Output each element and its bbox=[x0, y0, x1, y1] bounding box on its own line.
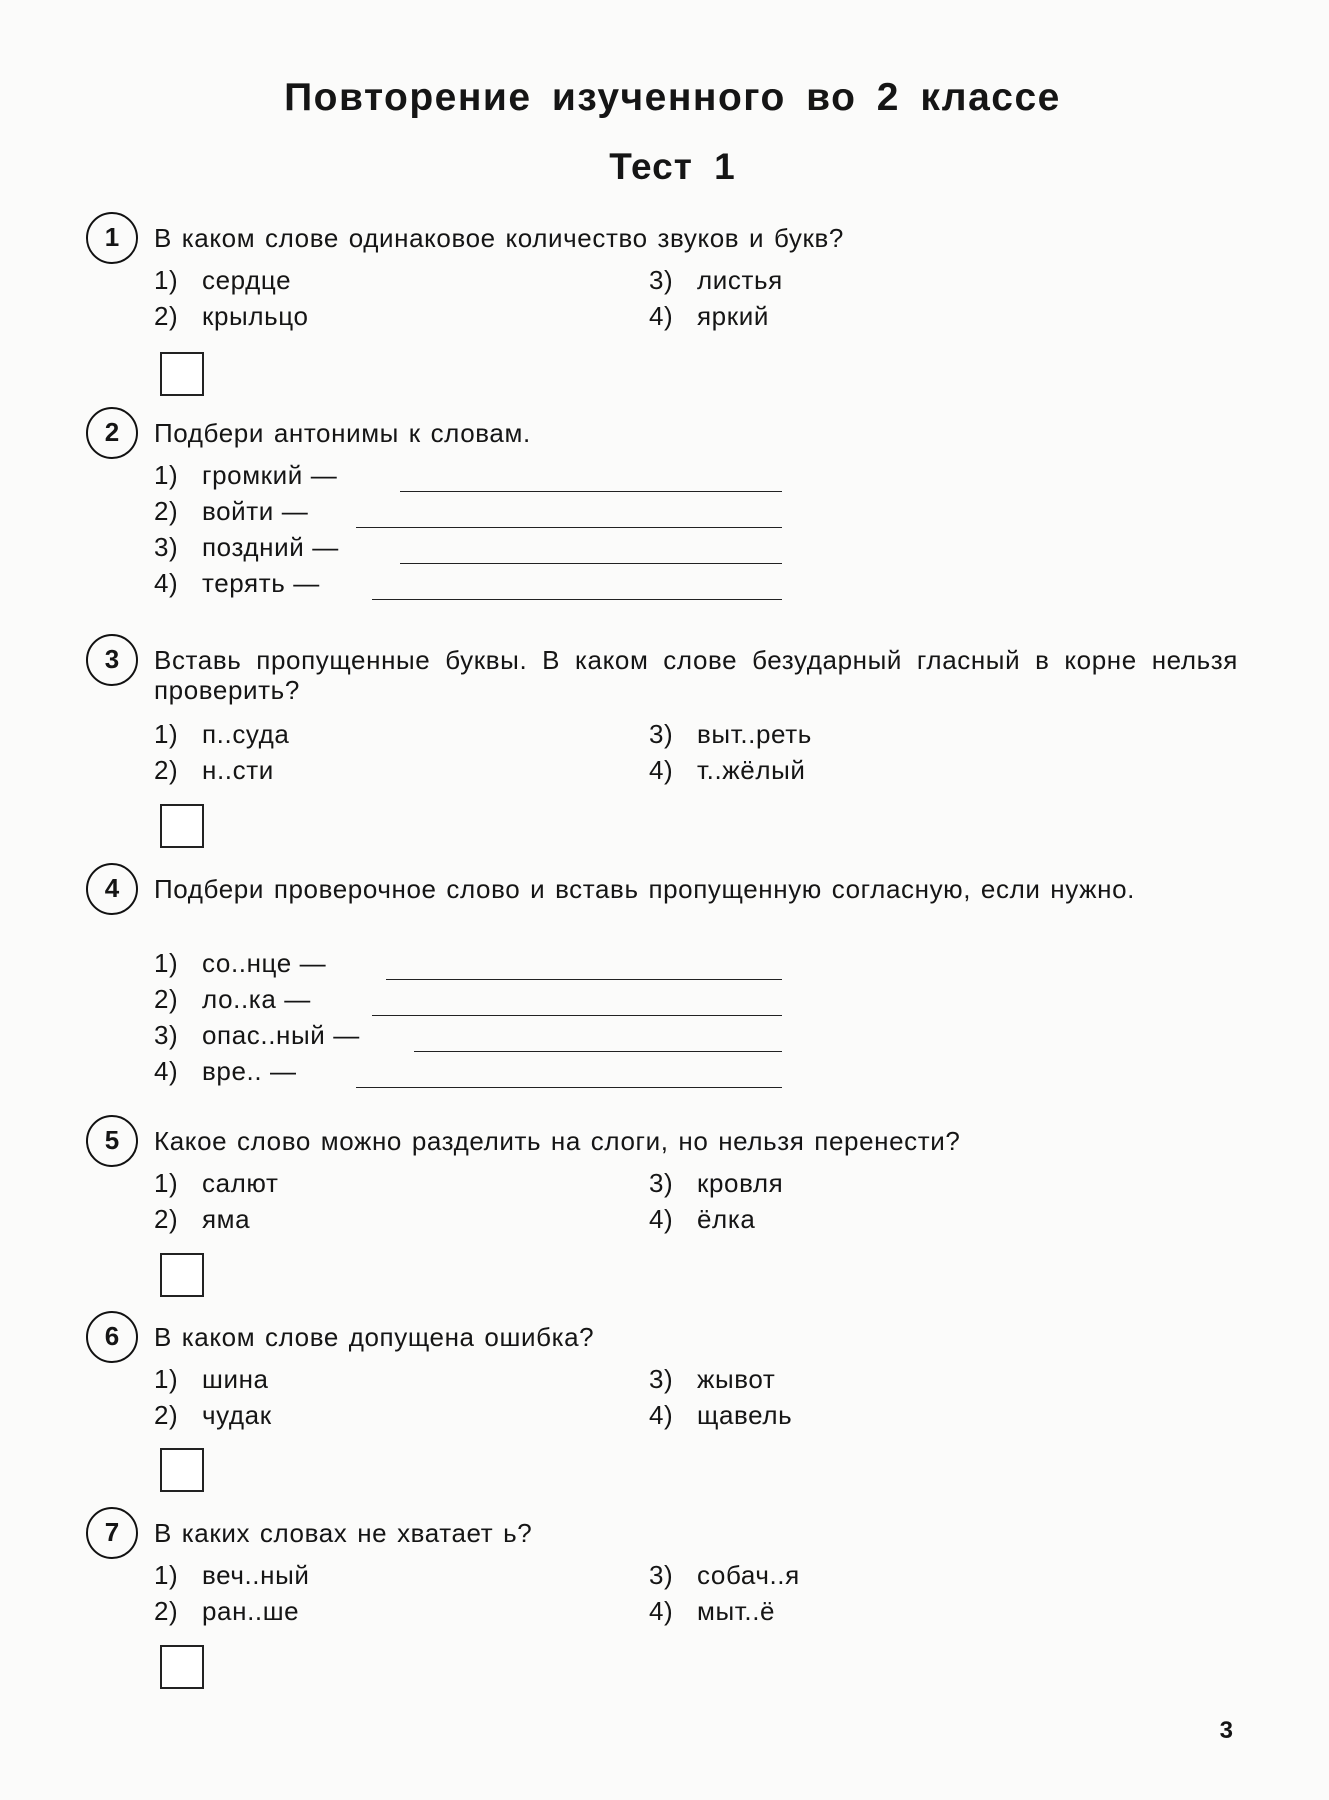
option-2: 2) чудак bbox=[154, 1400, 272, 1430]
question-text: Какое слово можно разделить на слоги, но нельзя перенести? bbox=[154, 1126, 961, 1156]
question-text: В каком слове одинаковое количество звуков и букв? bbox=[154, 223, 844, 253]
antonym-item-3: 3) поздний — bbox=[154, 532, 339, 562]
antonym-item-4: 4) терять — bbox=[154, 568, 320, 598]
option-2: 2) ран..ше bbox=[154, 1596, 300, 1626]
answer-box[interactable] bbox=[160, 352, 204, 396]
question-text: В каких словах не хватает ь? bbox=[154, 1518, 533, 1548]
option-2: 2) крыльцо bbox=[154, 301, 309, 331]
check-word-item-3: 3) опас..ный — bbox=[154, 1020, 360, 1050]
answer-line[interactable] bbox=[400, 491, 782, 492]
task-number-badge: 7 bbox=[86, 1507, 138, 1559]
answer-line[interactable] bbox=[386, 979, 782, 980]
option-3: 3) кровля bbox=[649, 1168, 784, 1198]
answer-line[interactable] bbox=[356, 1087, 782, 1088]
option-1: 1) сердце bbox=[154, 265, 292, 295]
question-text: Подбери проверочное слово и вставь пропущенную согласную, если нужно. bbox=[154, 874, 1135, 904]
option-1: 1) п..суда bbox=[154, 719, 290, 749]
task-number-badge: 2 bbox=[86, 407, 138, 459]
option-2: 2) н..сти bbox=[154, 755, 274, 785]
question-text: Вставь пропущенные буквы. В каком слове безударный гласный в корне нельзя проверить? bbox=[154, 645, 1238, 705]
task-number-badge: 3 bbox=[86, 634, 138, 686]
option-3: 3) жывот bbox=[649, 1364, 776, 1394]
option-4: 4) щавель bbox=[649, 1400, 793, 1430]
option-3: 3) выт..реть bbox=[649, 719, 812, 749]
task-number-badge: 5 bbox=[86, 1115, 138, 1167]
option-4: 4) яркий bbox=[649, 301, 769, 331]
answer-box[interactable] bbox=[160, 1448, 204, 1492]
task-number-badge: 1 bbox=[86, 212, 138, 264]
answer-line[interactable] bbox=[372, 599, 782, 600]
option-4: 4) ёлка bbox=[649, 1204, 756, 1234]
task-number-badge: 6 bbox=[86, 1311, 138, 1363]
option-4: 4) т..жёлый bbox=[649, 755, 806, 785]
task-number-badge: 4 bbox=[86, 863, 138, 915]
page-title: Повторение изученного во 2 классе bbox=[284, 76, 1061, 119]
option-3: 3) собач..я bbox=[649, 1560, 800, 1590]
test-subtitle: Тест 1 bbox=[609, 146, 736, 187]
answer-box[interactable] bbox=[160, 1253, 204, 1297]
question-text: В каком слове допущена ошибка? bbox=[154, 1322, 595, 1352]
option-3: 3) листья bbox=[649, 265, 783, 295]
page-number: 3 bbox=[1219, 1717, 1233, 1744]
option-1: 1) шина bbox=[154, 1364, 269, 1394]
check-word-item-4: 4) вре.. — bbox=[154, 1056, 297, 1086]
answer-box[interactable] bbox=[160, 804, 204, 848]
answer-line[interactable] bbox=[372, 1015, 782, 1016]
answer-line[interactable] bbox=[356, 527, 782, 528]
check-word-item-1: 1) со..нце — bbox=[154, 948, 327, 978]
question-text: Подбери антонимы к словам. bbox=[154, 418, 531, 448]
option-1: 1) веч..ный bbox=[154, 1560, 310, 1590]
answer-box[interactable] bbox=[160, 1645, 204, 1689]
option-2: 2) яма bbox=[154, 1204, 251, 1234]
option-1: 1) салют bbox=[154, 1168, 279, 1198]
check-word-item-2: 2) ло..ка — bbox=[154, 984, 311, 1014]
answer-line[interactable] bbox=[400, 563, 782, 564]
antonym-item-1: 1) громкий — bbox=[154, 460, 338, 490]
option-4: 4) мыт..ё bbox=[649, 1596, 776, 1626]
answer-line[interactable] bbox=[414, 1051, 782, 1052]
antonym-item-2: 2) войти — bbox=[154, 496, 309, 526]
